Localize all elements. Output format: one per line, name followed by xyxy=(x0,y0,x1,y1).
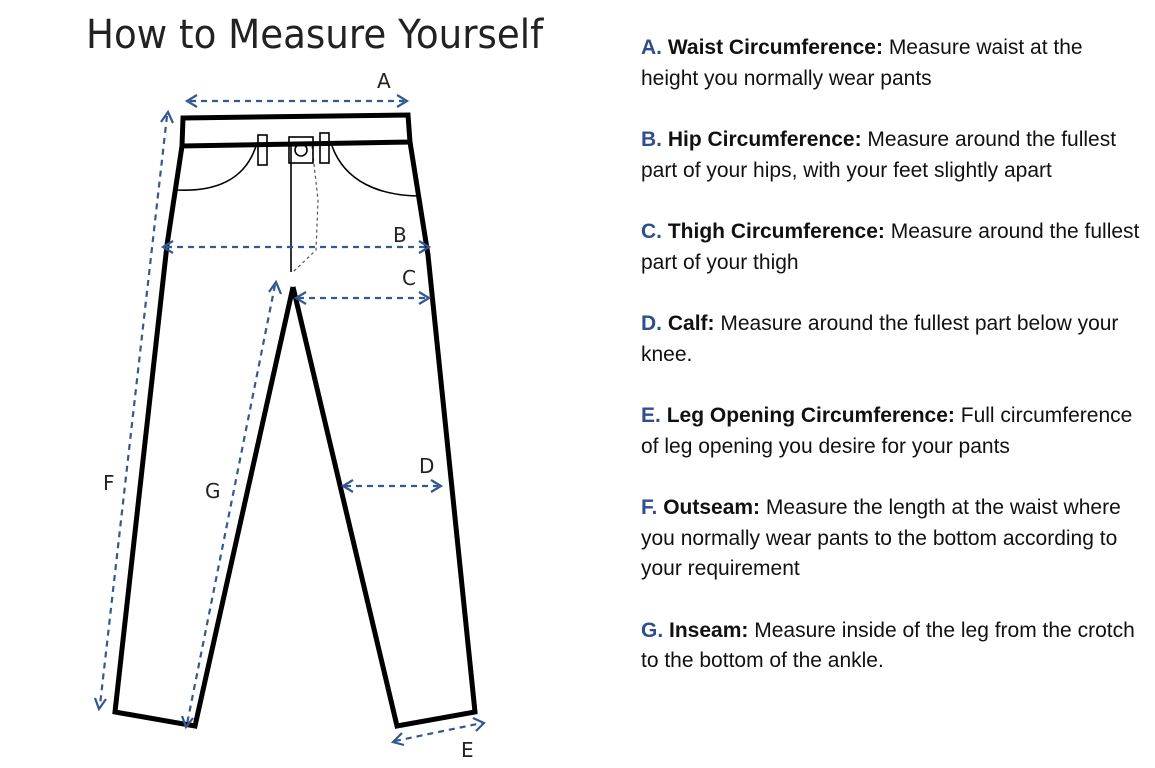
definition-text: Measure around the fullest part of your thigh xyxy=(641,220,1140,274)
definition-f xyxy=(641,493,1141,585)
definition-term: Calf: xyxy=(667,312,715,335)
definition-c xyxy=(641,217,1141,278)
label-f: F xyxy=(103,471,115,495)
definition-letter: D. xyxy=(641,312,662,335)
label-b: B xyxy=(393,223,407,247)
definition-text: Measure around the fullest part below your knee. xyxy=(641,312,1119,366)
arrow-b xyxy=(163,241,429,253)
label-g: G xyxy=(205,479,221,503)
definition-text: Measure inside of the leg from the crotch to the bottom of the ankle. xyxy=(641,618,1135,672)
label-e: E xyxy=(461,738,474,762)
arrow-a xyxy=(187,95,407,107)
definition-letter: F. xyxy=(641,496,658,519)
definitions-list xyxy=(641,33,1141,708)
definition-d xyxy=(641,309,1141,370)
definition-letter: C. xyxy=(641,220,662,243)
pants-outline xyxy=(115,115,475,726)
definition-letter: B. xyxy=(641,128,662,151)
definition-b xyxy=(641,125,1141,186)
definition-term: Waist Circumference: xyxy=(667,36,883,59)
arrow-c xyxy=(296,292,429,304)
label-d: D xyxy=(419,454,435,478)
definition-term: Outseam: xyxy=(663,496,761,519)
definition-g xyxy=(641,616,1141,677)
label-c: C xyxy=(402,266,416,290)
definition-letter: A. xyxy=(641,36,662,59)
page-title: How to Measure Yourself xyxy=(86,12,544,58)
definition-a xyxy=(641,33,1141,94)
definition-text: Measure around the fullest part of your hips, with your feet slightly apart xyxy=(641,128,1117,182)
definition-e xyxy=(641,401,1141,462)
arrow-g xyxy=(182,282,281,727)
definition-text: Measure the length at the waist where you normally wear pants to the bottom according to your requirement xyxy=(641,496,1121,580)
definition-term: Inseam: xyxy=(669,618,749,642)
arrow-f xyxy=(95,112,173,709)
definition-text: Full circumference of leg opening you desire for your pants xyxy=(641,404,1133,458)
label-a: A xyxy=(377,69,391,93)
definition-text: Measure waist at the height you normally wear pants xyxy=(641,36,1083,90)
definition-letter: E. xyxy=(641,404,661,427)
arrow-d xyxy=(343,480,441,492)
definition-term: Leg Opening Circumference: xyxy=(666,404,955,427)
definition-letter: G. xyxy=(641,618,664,642)
definition-term: Hip Circumference: xyxy=(667,128,862,151)
definition-term: Thigh Circumference: xyxy=(667,220,885,243)
